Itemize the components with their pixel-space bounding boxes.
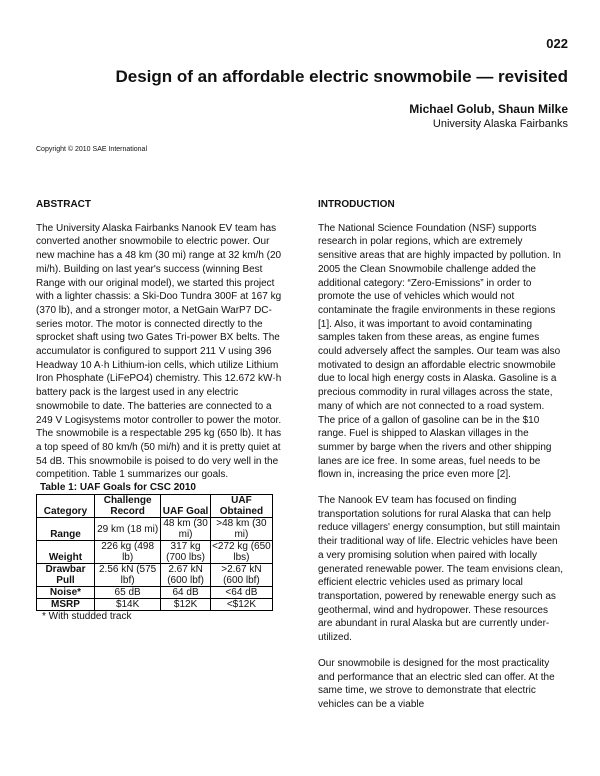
table-footnote: * With studded track xyxy=(42,611,132,623)
table-header-cell: Challenge Record xyxy=(94,495,160,518)
table-cell: 2.67 kN (600 lbf) xyxy=(161,564,211,587)
table-cell: <64 dB xyxy=(210,587,272,599)
goals-table xyxy=(36,494,273,611)
page-number: 022 xyxy=(546,36,568,51)
table-cell: >48 km (30 mi) xyxy=(210,518,272,541)
table-header-cell: Category xyxy=(37,495,95,518)
table-caption: Table 1: UAF Goals for CSC 2010 xyxy=(40,482,196,494)
table-header-cell: UAF Obtained xyxy=(210,495,272,518)
table-cell: 48 km (30 mi) xyxy=(161,518,211,541)
table-row-label: Range xyxy=(37,518,95,541)
table-row-label: MSRP xyxy=(37,599,95,611)
table-row xyxy=(37,599,273,611)
abstract-text: The University Alaska Fairbanks Nanook EV team has converted another snowmobile to electric power. Our new machine has a 48 km (30 mi) range at 32 km/h (20 mi/h). Building on last year's success (winning Best Range with our original model), we started this project with a lighter chassis: a Ski-Doo Tundra 300F at 167 kg (370 lb), and a stronger motor, a NetGain WarP7 DC-series motor. The motor is connected directly to the sprocket shaft using two Gates Tri-power BX belts. The accumulator is configured to support 211 V using 396 Headway 10 A·h Lithium-ion cells, which utilize Lithium Iron Phosphate (LiFePO4) chemistry. This 12.672 kW·h battery pack is the largest used in any electric snowmobile to date. The batteries are connected to a 249 V Logisystems motor controller to power the motor. The snowmobile is a respectable 295 kg (650 lb). It has a top speed of 80 km/h (50 mi/h) and it is pretty quiet at 54 dB. This snowmobile is poised to do very well in the competition. Table 1 summarizes our goals. xyxy=(36,222,282,481)
introduction-paragraph: The National Science Foundation (NSF) supports research in polar regions, which are extremely sensitive areas that are highly impacted by pollution. In 2005 the Clean Snowmobile challenge added the additional category: “Zero-Emissions” in order to promote the use of vehicles which would not contaminate the fragile environments in these regions [1]. Also, it was important to avoid contaminating samples taken from these areas, as engine fumes could adversely affect the samples. Our team was also motivated to design an affordable electric snowmobile due to local high energy costs in Alaska. Gasoline is a precious commodity in rural villages across the state, many of which are not connected to a road system. The price of a gallon of gasoline can be in the $10 range. Fuel is shipped to Alaskan villages in the summer by barge when the rivers and other shipping lanes are ice free. In some areas, fuel needs to be flown in, increasing the price even more [2]. xyxy=(318,222,561,481)
table-cell: >2.67 kN (600 lbf) xyxy=(210,564,272,587)
table-cell: 64 dB xyxy=(161,587,211,599)
table-row xyxy=(37,564,273,587)
table-cell: 317 kg (700 lbs) xyxy=(161,541,211,564)
table-cell: 2.56 kN (575 lbf) xyxy=(94,564,160,587)
table-cell: 65 dB xyxy=(94,587,160,599)
table-cell: 29 km (18 mi) xyxy=(94,518,160,541)
table-row xyxy=(37,518,273,541)
table-header-row xyxy=(37,495,273,518)
right-column xyxy=(318,198,564,724)
paper-authors: Michael Golub, Shaun Milke xyxy=(409,102,568,116)
table-row-label: Noise* xyxy=(37,587,95,599)
author-affiliation: University Alaska Fairbanks xyxy=(432,118,568,130)
introduction-paragraph: Our snowmobile is designed for the most practicality and performance that an electric sled can offer. At the same time, we strove to demonstrate that electric vehicles can be a viable xyxy=(318,657,555,710)
table-row xyxy=(37,541,273,564)
abstract-heading: ABSTRACT xyxy=(36,199,91,210)
table-header-cell: UAF Goal xyxy=(161,495,211,518)
table-row-label: Weight xyxy=(37,541,95,564)
table-cell: $14K xyxy=(94,599,160,611)
paper-title: Design of an affordable electric snowmobile — revisited xyxy=(115,67,568,86)
table-cell: <272 kg (650 lbs) xyxy=(212,541,271,564)
introduction-paragraph: The Nanook EV team has focused on finding transportation solutions for rural Alaska that can help reduce villagers' energy consumption, but still maintain their traditional way of life. Electric vehicles have been a very promising solution when paired with locally generated renewable power. The team envisions clean, efficient electric vehicles used as primary local transportation, powered by renewable energy such as geothermal, wind and hydropower. These resources are abundant in rural Alaska but are currently under-utilized. xyxy=(318,495,563,644)
table-row xyxy=(37,587,273,599)
copyright-notice: Copyright © 2010 SAE International xyxy=(36,146,148,153)
table-row-label: Drawbar Pull xyxy=(37,564,95,587)
table-cell: $12K xyxy=(161,599,211,611)
left-column xyxy=(36,198,282,623)
table-cell: <$12K xyxy=(210,599,272,611)
table-cell: 226 kg (498 lb) xyxy=(94,541,160,564)
introduction-heading: INTRODUCTION xyxy=(318,199,395,210)
